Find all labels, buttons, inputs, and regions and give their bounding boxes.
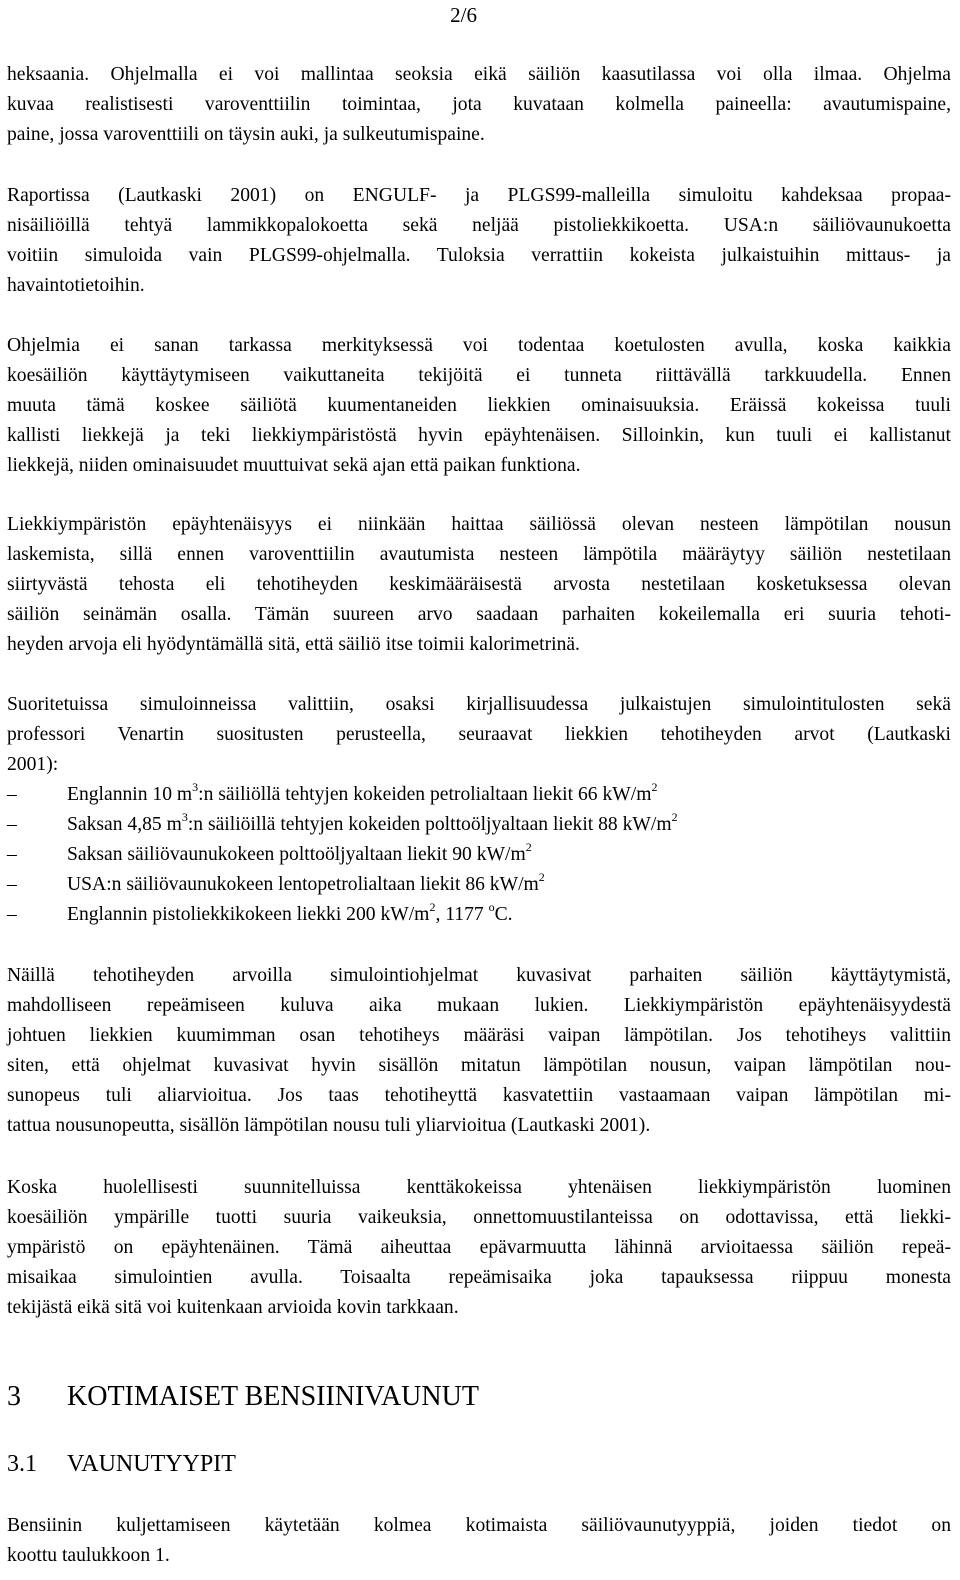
text-line: Liekkiympäristön epäyhtenäisyys ei niinkään haittaa säiliössä olevan nesteen lämpötilan nousun bbox=[7, 514, 951, 535]
text-line: heyden arvoja eli hyödyntämällä sitä, että säiliö itse toimii kalorimetrinä. bbox=[7, 634, 580, 655]
text-line: tattua nousunopeutta, sisällön lämpötilan nousu tuli yliarvioitua (Lautkaski 2001). bbox=[7, 1115, 651, 1136]
list-item bbox=[7, 840, 951, 870]
text-line: johtuen liekkien kuumimman osan tehotiheys määräsi vaipan lämpötilan. Jos tehotiheys valittiin bbox=[7, 1025, 951, 1046]
superscript: 3 bbox=[181, 810, 188, 824]
text-line: koesäiliön käyttäytymiseen vaikuttaneita tekijöitä ei tunneta riittävällä tarkkuudella. Ennen bbox=[7, 365, 951, 386]
text-line: nisäiliöillä tehtyä lammikkopalokoetta sekä neljää pistoliekkikoetta. USA:n säiliövaunukoetta bbox=[7, 215, 951, 236]
list-item-text: :n säiliöillä tehtyjen kokeiden polttoöljyaltaan liekit 88 kW/m bbox=[187, 814, 672, 835]
list-item-text: Saksan säiliövaunukokeen polttoöljyaltaan liekit 90 kW/m bbox=[67, 844, 526, 865]
superscript: 2 bbox=[538, 870, 545, 884]
superscript: 2 bbox=[429, 900, 436, 914]
list-item-text: , 1177 bbox=[435, 904, 489, 925]
dash-bullet: – bbox=[7, 874, 17, 895]
subsection-title: VAUNUTYYPIT bbox=[67, 1451, 236, 1477]
text-line: siten, että ohjelmat kuvasivat hyvin sisällön mitatun lämpötilan nousun, vaipan lämpötilan nou- bbox=[7, 1055, 951, 1076]
list-item-text: Saksan 4,85 m bbox=[67, 814, 182, 835]
text-line: kuvaa realistisesti varoventtiilin toimintaa, jota kuvataan kolmella paineella: avautumispaine, bbox=[7, 94, 951, 115]
subsection-number: 3.1 bbox=[7, 1451, 37, 1477]
subsection-heading bbox=[7, 1447, 236, 1481]
text-line: havaintotietoihin. bbox=[7, 275, 145, 296]
text-line: koesäiliön ympärille tuotti suuria vaikeuksia, onnettomuustilanteissa on odottavissa, että liekki- bbox=[7, 1207, 951, 1228]
text-line: Suoritetuissa simuloinneissa valittiin, osaksi kirjallisuudessa julkaistujen simulointitulosten sekä bbox=[7, 694, 951, 715]
superscript: 2 bbox=[651, 780, 658, 794]
text-line: ympäristö on epäyhtenäinen. Tämä aiheuttaa epävarmuutta lähinnä arvioitaessa säiliön repeä- bbox=[7, 1237, 951, 1258]
section-number: 3 bbox=[7, 1381, 21, 1412]
paragraph-3 bbox=[7, 331, 951, 481]
text-line: Raportissa (Lautkaski 2001) on ENGULF- ja PLGS99-malleilla simuloitu kahdeksaa propaa- bbox=[7, 185, 951, 206]
page-number: 2/6 bbox=[450, 3, 477, 27]
superscript: 2 bbox=[671, 810, 678, 824]
text-line: Ohjelmia ei sanan tarkassa merkityksessä voi todentaa koetulosten avulla, koska kaikkia bbox=[7, 335, 951, 356]
superscript: 3 bbox=[192, 780, 199, 794]
paragraph-6 bbox=[7, 961, 951, 1141]
list-item bbox=[7, 900, 951, 930]
list-item-text: Englannin pistoliekkikokeen liekki 200 kW/m bbox=[67, 904, 430, 925]
paragraph-1 bbox=[7, 60, 951, 150]
section-heading bbox=[7, 1377, 479, 1417]
text-line: sunopeus tuli aliarvioitua. Jos taas tehotiheyttä kasvatettiin vastaamaan vaipan lämpötilan mi- bbox=[7, 1085, 951, 1106]
superscript: o bbox=[488, 900, 495, 914]
text-line: liekkejä, niiden ominaisuudet muuttuivat sekä ajan että paikan funktiona. bbox=[7, 455, 581, 476]
dash-bullet: – bbox=[7, 904, 17, 925]
dash-bullet: – bbox=[7, 844, 17, 865]
text-line: Näillä tehotiheyden arvoilla simulointiohjelmat kuvasivat parhaiten säiliön käyttäytymistä, bbox=[7, 965, 951, 986]
text-line: tekijästä eikä sitä voi kuitenkaan arvioida kovin tarkkaan. bbox=[7, 1297, 459, 1318]
paragraph-7 bbox=[7, 1173, 951, 1323]
text-line: voitiin simuloida vain PLGS99-ohjelmalla. Tuloksia verrattiin kokeista julkaistuihin mittaus- ja bbox=[7, 245, 951, 266]
paragraph-5 bbox=[7, 690, 951, 780]
paragraph-2 bbox=[7, 181, 951, 301]
flame-density-list bbox=[7, 780, 951, 930]
dash-bullet: – bbox=[7, 784, 17, 805]
list-item bbox=[7, 870, 951, 900]
list-item-text: USA:n säiliövaunukokeen lentopetrolialtaan liekit 86 kW/m bbox=[67, 874, 539, 895]
text-line: siirtyvästä tehosta eli tehotiheyden keskimääräisestä arvosta nestetilaan kosketuksessa olevan bbox=[7, 574, 951, 595]
text-line: kallisti liekkejä ja teki liekkiympäristöstä hyvin epäyhtenäisen. Silloinkin, kun tuuli ei kallistanut bbox=[7, 425, 951, 446]
text-line: muuta tämä koskee säiliötä kuumentaneiden liekkien ominaisuuksia. Eräissä kokeissa tuuli bbox=[7, 395, 951, 416]
superscript: 2 bbox=[525, 840, 532, 854]
section-title: KOTIMAISET BENSIINIVAUNUT bbox=[67, 1381, 479, 1412]
text-line: laskemista, sillä ennen varoventtiilin avautumista nesteen lämpötila määräytyy säiliön nestetilaan bbox=[7, 544, 951, 565]
text-line: koottu taulukkoon 1. bbox=[7, 1545, 170, 1566]
text-line: misaikaa simulointien avulla. Toisaalta repeämisaika joka tapauksessa riippuu monesta bbox=[7, 1267, 951, 1288]
list-item-text: Englannin 10 m bbox=[67, 784, 193, 805]
paragraph-4 bbox=[7, 510, 951, 660]
text-line: 2001): bbox=[7, 754, 59, 775]
list-item-text: C. bbox=[494, 904, 513, 925]
list-item bbox=[7, 780, 951, 810]
text-line: säiliön seinämän osalla. Tämän suureen arvo saadaan parhaiten kokeilemalla eri suuria tehoti- bbox=[7, 604, 951, 625]
list-item bbox=[7, 810, 951, 840]
dash-bullet: – bbox=[7, 814, 17, 835]
paragraph-8 bbox=[7, 1511, 951, 1571]
text-line: paine, jossa varoventtiili on täysin auki, ja sulkeutumispaine. bbox=[7, 124, 485, 145]
text-line: mahdolliseen repeämiseen kuluva aika mukaan lukien. Liekkiympäristön epäyhtenäisyydestä bbox=[7, 995, 951, 1016]
list-item-text: :n säiliöllä tehtyjen kokeiden petrolialtaan liekit 66 kW/m bbox=[198, 784, 652, 805]
text-line: heksaania. Ohjelmalla ei voi mallintaa seoksia eikä säiliön kaasutilassa voi olla ilmaa. Ohjelma bbox=[7, 64, 951, 85]
text-line: professori Venartin suositusten perusteella, seuraavat liekkien tehotiheyden arvot (Lautkaski bbox=[7, 724, 951, 745]
text-line: Bensiinin kuljettamiseen käytetään kolmea kotimaista säiliövaunutyyppiä, joiden tiedot on bbox=[7, 1515, 951, 1536]
text-line: Koska huolellisesti suunnitelluissa kenttäkokeissa yhtenäisen liekkiympäristön luominen bbox=[7, 1177, 951, 1198]
